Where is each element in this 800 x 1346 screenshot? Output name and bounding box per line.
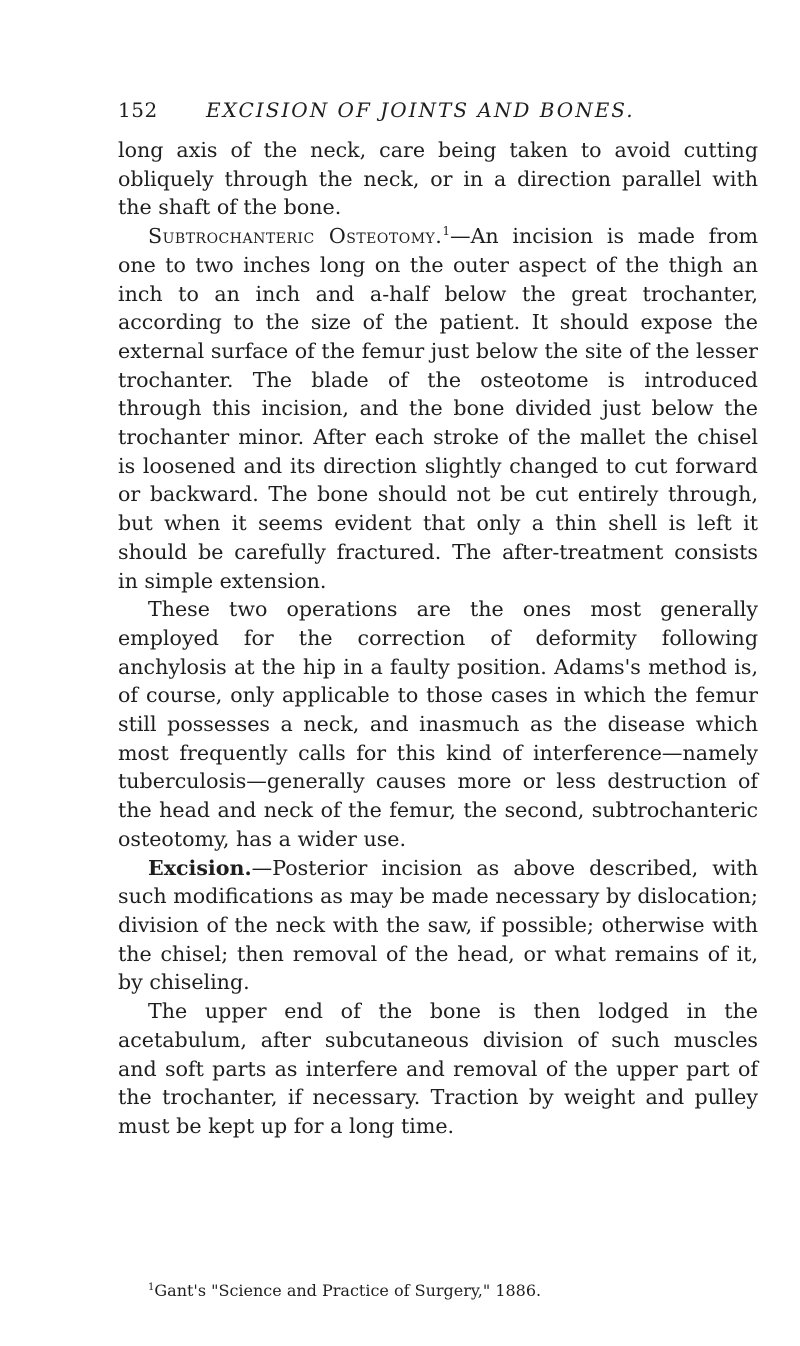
paragraph-operations-comparison: These two operations are the ones most generally employed for the correction of deformity following anchylosis at the hip in a faulty position. Adams's method is, of course, only applicable to those cases in which the femur still possesses a neck, and inasmuch as the disease which most frequently calls for this kind of interference—namely tuberculosis—generally causes more or less destruction of the head and neck of the femur, the second, subtrochanteric osteotomy, has a wider use.	[118, 597, 758, 851]
running-head	[118, 94, 758, 126]
footnote-reference: 1	[442, 224, 450, 239]
section-heading-subtrochanteric-osteotomy: Subtrochanteric Osteotomy.	[148, 224, 443, 249]
footnote-text: Gant's "Science and Practice of Surgery," 1886.	[154, 1281, 542, 1300]
running-title: EXCISION OF JOINTS AND BONES.	[206, 98, 635, 122]
paragraph-excision	[118, 854, 758, 998]
paragraph-upper-end: The upper end of the bone is then lodged in the acetabulum, after subcutaneous division of such muscles and soft parts as interfere and removal of the upper part of the trochanter, if necessary. Traction by weight and pulley must be kept up for a long time.	[118, 999, 758, 1138]
body-text	[118, 136, 758, 1141]
paragraph-continuation: long axis of the neck, care being taken to avoid cutting obliquely through the neck, or in a direction parallel with the shaft of the bone.	[118, 138, 758, 220]
paragraph-text: —An incision is made from one to two inches long on the outer aspect of the thigh an inch to an inch and a-half below the great trochanter, according to the size of the patient. It should expose the external surface of the femur just below the site of the lesser trochanter. The blade of the osteotome is introduced through this incision, and the bone divided just below the trochanter minor. After each stroke of the mallet the chisel is loosened and its direction slightly changed to cut forward or backward. The bone should not be cut entirely through, but when it seems evident that only a thin shell is left it should be carefully fractured. The after-treatment consists in simple extension.	[118, 224, 758, 593]
paragraph-text: —Posterior incision as above described, with such modifications as may be made necessary by dislocation; division of the neck with the saw, if possible; otherwise with the chisel; then removal of the head, or what remains of it, by chiseling.	[118, 855, 758, 995]
footnote-marker: 1	[148, 1282, 155, 1293]
footnote	[148, 1280, 758, 1302]
paragraph-subtrochanteric-osteotomy	[118, 222, 758, 595]
section-heading-excision: Excision.	[148, 855, 252, 880]
page-number: 152	[118, 98, 158, 122]
